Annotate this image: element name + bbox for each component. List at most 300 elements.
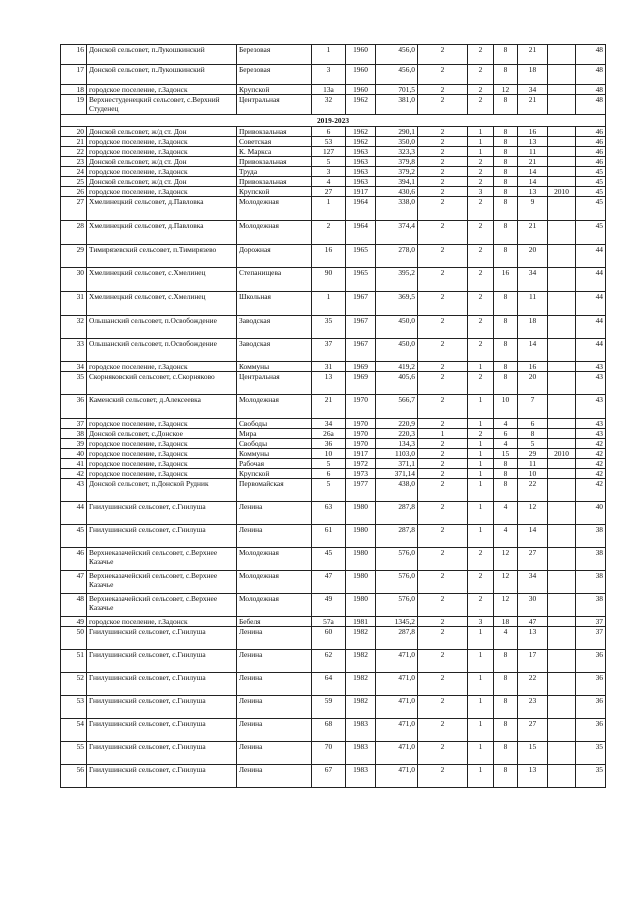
cell-area: 450,0 — [376, 339, 418, 362]
cell-settlement: городское поселение, г.Задонск — [87, 459, 237, 469]
cell-house-number: 64 — [312, 673, 346, 696]
table-row — [61, 221, 606, 245]
cell-area: 701,5 — [376, 85, 418, 95]
cell-house-number: 1 — [312, 45, 346, 65]
cell-apartments: 8 — [494, 177, 518, 187]
cell-entrances: 1 — [468, 479, 494, 502]
cell-settlement: Донской сельсовет, п.Лукошкинский — [87, 65, 237, 85]
cell-row-number: 44 — [61, 502, 87, 525]
cell-house-number: 5 — [312, 459, 346, 469]
cell-area: 278,0 — [376, 245, 418, 268]
cell-entrances: 2 — [468, 221, 494, 245]
cell-settlement: Гнилушинский сельсовет, с.Гнилуша — [87, 627, 237, 650]
cell-floors-or-stairs: 2 — [418, 742, 468, 765]
cell-reconstruction-year — [548, 372, 576, 395]
cell-residents: 21 — [518, 221, 548, 245]
cell-area: 287,8 — [376, 502, 418, 525]
cell-year-built: 1980 — [346, 502, 376, 525]
cell-reconstruction-year — [548, 627, 576, 650]
cell-year-built: 1980 — [346, 548, 376, 571]
cell-street: Коммуны — [237, 449, 312, 459]
cell-settlement: городское поселение, г.Задонск — [87, 147, 237, 157]
cell-entrances: 1 — [468, 719, 494, 742]
cell-reconstruction-year — [548, 650, 576, 673]
cell-house-number: 47 — [312, 571, 346, 594]
cell-area: 394,1 — [376, 177, 418, 187]
cell-street: Ленина — [237, 627, 312, 650]
cell-row-number: 35 — [61, 372, 87, 395]
table-row — [61, 479, 606, 502]
cell-wear-percent: 43 — [576, 395, 606, 419]
cell-entrances: 2 — [468, 339, 494, 362]
table-row — [61, 65, 606, 85]
table-row — [61, 395, 606, 419]
cell-apartments: 8 — [494, 742, 518, 765]
cell-wear-percent: 44 — [576, 316, 606, 339]
cell-apartments: 4 — [494, 502, 518, 525]
cell-row-number: 34 — [61, 362, 87, 372]
cell-settlement: Верхнеказачейский сельсовет, с.Верхнее Казачье — [87, 571, 237, 594]
cell-wear-percent: 48 — [576, 95, 606, 115]
cell-entrances: 2 — [468, 95, 494, 115]
cell-year-built: 1967 — [346, 292, 376, 316]
cell-row-number: 52 — [61, 673, 87, 696]
cell-reconstruction-year — [548, 459, 576, 469]
cell-entrances: 2 — [468, 65, 494, 85]
cell-floors-or-stairs: 2 — [418, 372, 468, 395]
cell-floors-or-stairs: 2 — [418, 594, 468, 617]
cell-floors-or-stairs: 2 — [418, 339, 468, 362]
cell-reconstruction-year — [548, 177, 576, 187]
cell-street: Привокзальная — [237, 127, 312, 137]
cell-residents: 5 — [518, 439, 548, 449]
cell-apartments: 8 — [494, 45, 518, 65]
cell-house-number: 16 — [312, 245, 346, 268]
cell-apartments: 8 — [494, 127, 518, 137]
cell-entrances: 2 — [468, 571, 494, 594]
cell-year-built: 1980 — [346, 525, 376, 548]
cell-row-number: 51 — [61, 650, 87, 673]
cell-house-number: 4 — [312, 177, 346, 187]
cell-settlement: Тимирязевский сельсовет, п.Тимирязево — [87, 245, 237, 268]
cell-row-number: 50 — [61, 627, 87, 650]
cell-wear-percent: 42 — [576, 469, 606, 479]
cell-floors-or-stairs: 2 — [418, 650, 468, 673]
cell-row-number: 47 — [61, 571, 87, 594]
cell-apartments: 6 — [494, 429, 518, 439]
cell-residents: 10 — [518, 469, 548, 479]
cell-row-number: 33 — [61, 339, 87, 362]
cell-house-number: 57а — [312, 617, 346, 627]
cell-settlement: городское поселение, г.Задонск — [87, 137, 237, 147]
cell-floors-or-stairs: 2 — [418, 147, 468, 157]
cell-settlement: городское поселение, г.Задонск — [87, 449, 237, 459]
cell-entrances: 1 — [468, 742, 494, 765]
table-row — [61, 187, 606, 197]
cell-year-built: 1970 — [346, 429, 376, 439]
cell-street: Ленина — [237, 502, 312, 525]
cell-entrances: 1 — [468, 137, 494, 147]
cell-entrances: 2 — [468, 292, 494, 316]
table-body — [61, 45, 606, 788]
cell-residents: 7 — [518, 395, 548, 419]
cell-floors-or-stairs: 2 — [418, 525, 468, 548]
cell-wear-percent: 44 — [576, 245, 606, 268]
cell-row-number: 25 — [61, 177, 87, 187]
cell-wear-percent: 40 — [576, 502, 606, 525]
cell-apartments: 8 — [494, 765, 518, 788]
cell-floors-or-stairs: 2 — [418, 95, 468, 115]
cell-entrances: 1 — [468, 439, 494, 449]
cell-area: 379,2 — [376, 167, 418, 177]
cell-settlement: Ольшанский сельсовет, п.Освобождение — [87, 339, 237, 362]
cell-house-number: 63 — [312, 502, 346, 525]
cell-street: Степанищева — [237, 268, 312, 292]
cell-entrances: 2 — [468, 45, 494, 65]
cell-row-number: 29 — [61, 245, 87, 268]
cell-street: Свободы — [237, 439, 312, 449]
table-row — [61, 127, 606, 137]
table-row — [61, 316, 606, 339]
cell-apartments: 8 — [494, 479, 518, 502]
table-row — [61, 469, 606, 479]
cell-floors-or-stairs: 2 — [418, 45, 468, 65]
cell-year-built: 1980 — [346, 571, 376, 594]
cell-wear-percent: 42 — [576, 459, 606, 469]
table-row — [61, 696, 606, 719]
cell-settlement: городское поселение, г.Задонск — [87, 617, 237, 627]
cell-reconstruction-year — [548, 502, 576, 525]
cell-row-number: 18 — [61, 85, 87, 95]
cell-entrances: 1 — [468, 502, 494, 525]
cell-reconstruction-year — [548, 719, 576, 742]
cell-apartments: 8 — [494, 673, 518, 696]
cell-settlement: Гнилушинский сельсовет, с.Гнилуша — [87, 765, 237, 788]
cell-residents: 11 — [518, 459, 548, 469]
cell-area: 576,0 — [376, 594, 418, 617]
table-row — [61, 137, 606, 147]
cell-reconstruction-year — [548, 292, 576, 316]
cell-wear-percent: 45 — [576, 197, 606, 221]
cell-street: Ленина — [237, 696, 312, 719]
cell-wear-percent: 44 — [576, 268, 606, 292]
cell-apartments: 8 — [494, 362, 518, 372]
cell-street: Центральная — [237, 95, 312, 115]
cell-reconstruction-year — [548, 316, 576, 339]
cell-apartments: 16 — [494, 268, 518, 292]
cell-residents: 14 — [518, 167, 548, 177]
cell-year-built: 1970 — [346, 395, 376, 419]
cell-settlement: Донской сельсовет, ж/д ст. Дон — [87, 177, 237, 187]
cell-street: Молодежная — [237, 221, 312, 245]
cell-year-built: 1969 — [346, 362, 376, 372]
cell-entrances: 1 — [468, 673, 494, 696]
cell-settlement: Верхнеказачейский сельсовет, с.Верхнее Казачье — [87, 594, 237, 617]
cell-settlement: Гнилушинский сельсовет, с.Гнилуша — [87, 673, 237, 696]
cell-row-number: 54 — [61, 719, 87, 742]
cell-row-number: 22 — [61, 147, 87, 157]
cell-entrances: 1 — [468, 147, 494, 157]
cell-floors-or-stairs: 2 — [418, 617, 468, 627]
cell-year-built: 1964 — [346, 197, 376, 221]
cell-year-built: 1983 — [346, 765, 376, 788]
cell-residents: 14 — [518, 177, 548, 187]
cell-residents: 8 — [518, 429, 548, 439]
table-row — [61, 429, 606, 439]
table-row — [61, 245, 606, 268]
cell-entrances: 1 — [468, 127, 494, 137]
cell-reconstruction-year — [548, 469, 576, 479]
cell-street: Ленина — [237, 525, 312, 548]
cell-row-number: 45 — [61, 525, 87, 548]
cell-wear-percent: 35 — [576, 765, 606, 788]
cell-reconstruction-year — [548, 696, 576, 719]
cell-apartments: 12 — [494, 594, 518, 617]
cell-area: 338,0 — [376, 197, 418, 221]
cell-apartments: 4 — [494, 525, 518, 548]
cell-year-built: 1960 — [346, 45, 376, 65]
cell-residents: 13 — [518, 765, 548, 788]
cell-residents: 30 — [518, 594, 548, 617]
cell-residents: 16 — [518, 362, 548, 372]
cell-house-number: 36 — [312, 439, 346, 449]
cell-area: 471,0 — [376, 696, 418, 719]
cell-wear-percent: 43 — [576, 429, 606, 439]
cell-floors-or-stairs: 2 — [418, 395, 468, 419]
cell-apartments: 8 — [494, 221, 518, 245]
cell-residents: 27 — [518, 548, 548, 571]
cell-wear-percent: 36 — [576, 719, 606, 742]
table-row — [61, 167, 606, 177]
cell-reconstruction-year — [548, 571, 576, 594]
table-row — [61, 95, 606, 115]
cell-residents: 13 — [518, 137, 548, 147]
cell-entrances: 2 — [468, 157, 494, 167]
cell-row-number: 49 — [61, 617, 87, 627]
cell-apartments: 8 — [494, 316, 518, 339]
cell-year-built: 1962 — [346, 127, 376, 137]
cell-row-number: 38 — [61, 429, 87, 439]
cell-apartments: 8 — [494, 197, 518, 221]
cell-settlement: городское поселение, г.Задонск — [87, 469, 237, 479]
cell-house-number: 67 — [312, 765, 346, 788]
cell-apartments: 8 — [494, 459, 518, 469]
table-row — [61, 548, 606, 571]
cell-settlement: Гнилушинский сельсовет, с.Гнилуша — [87, 502, 237, 525]
cell-residents: 13 — [518, 187, 548, 197]
cell-reconstruction-year — [548, 617, 576, 627]
cell-entrances: 2 — [468, 429, 494, 439]
cell-year-built: 1963 — [346, 177, 376, 187]
cell-floors-or-stairs: 2 — [418, 187, 468, 197]
cell-area: 134,3 — [376, 439, 418, 449]
cell-street: Березовая — [237, 45, 312, 65]
section-header-row — [61, 115, 606, 127]
table-row — [61, 147, 606, 157]
cell-apartments: 4 — [494, 627, 518, 650]
table-row — [61, 525, 606, 548]
cell-residents: 9 — [518, 197, 548, 221]
cell-residents: 17 — [518, 650, 548, 673]
cell-settlement: Гнилушинский сельсовет, с.Гнилуша — [87, 719, 237, 742]
cell-street: Школьная — [237, 292, 312, 316]
cell-street: Крупской — [237, 187, 312, 197]
cell-area: 430,6 — [376, 187, 418, 197]
cell-floors-or-stairs: 2 — [418, 459, 468, 469]
cell-area: 576,0 — [376, 571, 418, 594]
cell-floors-or-stairs: 2 — [418, 197, 468, 221]
cell-street: Первомайская — [237, 479, 312, 502]
cell-row-number: 28 — [61, 221, 87, 245]
cell-entrances: 1 — [468, 696, 494, 719]
cell-entrances: 2 — [468, 594, 494, 617]
cell-entrances: 3 — [468, 187, 494, 197]
cell-street: Крупской — [237, 85, 312, 95]
cell-street: Молодежная — [237, 548, 312, 571]
cell-wear-percent: 43 — [576, 362, 606, 372]
cell-settlement: Хмелинецкий сельсовет, с.Хмелинец — [87, 292, 237, 316]
cell-reconstruction-year — [548, 439, 576, 449]
cell-residents: 34 — [518, 571, 548, 594]
cell-wear-percent: 36 — [576, 650, 606, 673]
table-row — [61, 157, 606, 167]
cell-reconstruction-year — [548, 197, 576, 221]
cell-entrances: 2 — [468, 245, 494, 268]
cell-floors-or-stairs: 2 — [418, 292, 468, 316]
cell-year-built: 1917 — [346, 187, 376, 197]
cell-reconstruction-year — [548, 245, 576, 268]
cell-wear-percent: 48 — [576, 45, 606, 65]
cell-wear-percent: 46 — [576, 157, 606, 167]
cell-apartments: 15 — [494, 449, 518, 459]
cell-settlement: городское поселение, г.Задонск — [87, 419, 237, 429]
cell-reconstruction-year — [548, 127, 576, 137]
cell-floors-or-stairs: 2 — [418, 439, 468, 449]
cell-entrances: 1 — [468, 650, 494, 673]
cell-area: 395,2 — [376, 268, 418, 292]
cell-apartments: 12 — [494, 571, 518, 594]
cell-wear-percent: 46 — [576, 137, 606, 147]
cell-house-number: 53 — [312, 137, 346, 147]
cell-house-number: 10 — [312, 449, 346, 459]
cell-wear-percent: 37 — [576, 617, 606, 627]
cell-year-built: 1967 — [346, 339, 376, 362]
cell-row-number: 27 — [61, 197, 87, 221]
cell-street: Молодежная — [237, 571, 312, 594]
cell-floors-or-stairs: 2 — [418, 449, 468, 459]
section-title: 2019-2023 — [61, 115, 606, 127]
cell-residents: 14 — [518, 525, 548, 548]
cell-house-number: 127 — [312, 147, 346, 157]
cell-year-built: 1977 — [346, 479, 376, 502]
table-row — [61, 719, 606, 742]
cell-house-number: 31 — [312, 362, 346, 372]
table-row — [61, 449, 606, 459]
cell-street: Ленина — [237, 673, 312, 696]
cell-entrances: 2 — [468, 316, 494, 339]
table-row — [61, 594, 606, 617]
cell-row-number: 21 — [61, 137, 87, 147]
cell-row-number: 30 — [61, 268, 87, 292]
cell-floors-or-stairs: 2 — [418, 719, 468, 742]
cell-entrances: 2 — [468, 548, 494, 571]
cell-street: Центральная — [237, 372, 312, 395]
cell-street: Свободы — [237, 419, 312, 429]
cell-apartments: 8 — [494, 95, 518, 115]
cell-street: Молодежная — [237, 197, 312, 221]
cell-reconstruction-year — [548, 419, 576, 429]
cell-street: Молодежная — [237, 395, 312, 419]
table-row — [61, 673, 606, 696]
cell-settlement: Гнилушинский сельсовет, с.Гнилуша — [87, 742, 237, 765]
cell-apartments: 4 — [494, 439, 518, 449]
cell-street: Привокзальная — [237, 177, 312, 187]
table-row — [61, 627, 606, 650]
cell-residents: 13 — [518, 627, 548, 650]
cell-apartments: 8 — [494, 292, 518, 316]
cell-wear-percent: 38 — [576, 571, 606, 594]
cell-house-number: 35 — [312, 316, 346, 339]
cell-year-built: 1917 — [346, 449, 376, 459]
cell-residents: 34 — [518, 85, 548, 95]
cell-year-built: 1970 — [346, 419, 376, 429]
cell-wear-percent: 45 — [576, 177, 606, 187]
cell-settlement: городское поселение, г.Задонск — [87, 362, 237, 372]
table-row — [61, 362, 606, 372]
cell-settlement: Гнилушинский сельсовет, с.Гнилуша — [87, 650, 237, 673]
table-row — [61, 617, 606, 627]
cell-settlement: Донской сельсовет, п.Донской Рудник — [87, 479, 237, 502]
cell-year-built: 1983 — [346, 719, 376, 742]
cell-house-number: 3 — [312, 65, 346, 85]
table-row — [61, 268, 606, 292]
cell-area: 1345,2 — [376, 617, 418, 627]
cell-entrances: 1 — [468, 449, 494, 459]
cell-house-number: 5 — [312, 479, 346, 502]
cell-street: Ленина — [237, 765, 312, 788]
cell-area: 471,0 — [376, 765, 418, 788]
cell-settlement: Верхнеказачейский сельсовет, с.Верхнее Казачье — [87, 548, 237, 571]
cell-settlement: Ольшанский сельсовет, п.Освобождение — [87, 316, 237, 339]
cell-year-built: 1960 — [346, 65, 376, 85]
cell-area: 419,2 — [376, 362, 418, 372]
cell-reconstruction-year — [548, 339, 576, 362]
cell-wear-percent: 35 — [576, 742, 606, 765]
cell-floors-or-stairs: 2 — [418, 548, 468, 571]
cell-reconstruction-year — [548, 95, 576, 115]
cell-settlement: городское поселение, г.Задонск — [87, 85, 237, 95]
cell-apartments: 8 — [494, 157, 518, 167]
cell-area: 220,3 — [376, 429, 418, 439]
cell-year-built: 1960 — [346, 85, 376, 95]
cell-floors-or-stairs: 2 — [418, 502, 468, 525]
cell-apartments: 8 — [494, 719, 518, 742]
table-row — [61, 650, 606, 673]
cell-street: Ленина — [237, 719, 312, 742]
cell-floors-or-stairs: 2 — [418, 221, 468, 245]
cell-apartments: 12 — [494, 548, 518, 571]
cell-settlement: Гнилушинский сельсовет, с.Гнилуша — [87, 696, 237, 719]
cell-reconstruction-year — [548, 429, 576, 439]
cell-row-number: 56 — [61, 765, 87, 788]
cell-year-built: 1964 — [346, 221, 376, 245]
table-row — [61, 85, 606, 95]
table-row — [61, 571, 606, 594]
cell-settlement: Гнилушинский сельсовет, с.Гнилуша — [87, 525, 237, 548]
cell-area: 350,0 — [376, 137, 418, 147]
cell-residents: 12 — [518, 502, 548, 525]
cell-year-built: 1962 — [346, 137, 376, 147]
